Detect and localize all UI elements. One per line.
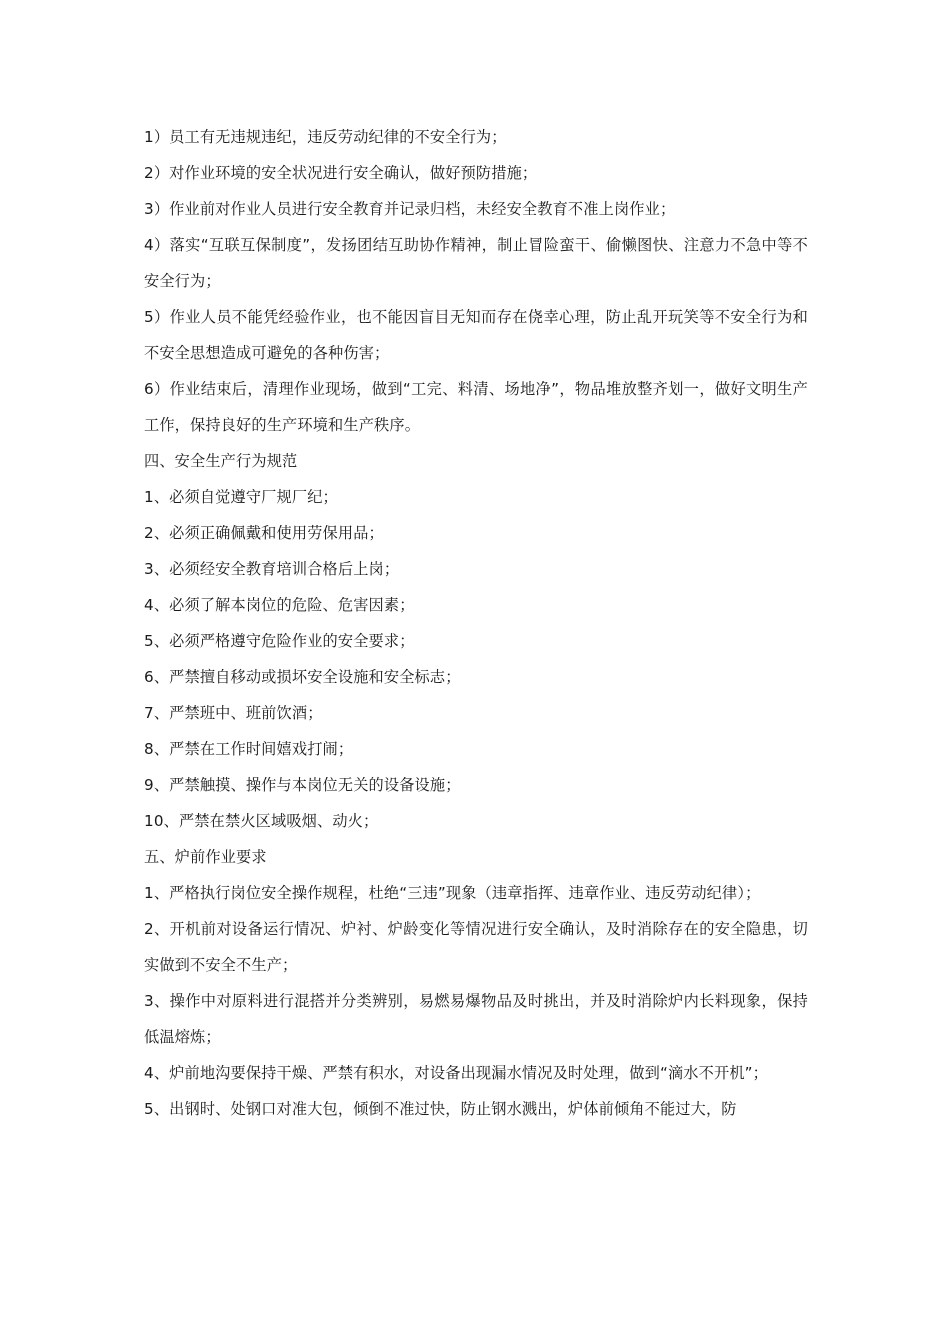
document-body [144, 119, 808, 1127]
paragraph-1-2: 2）对作业环境的安全状况进行安全确认，做好预防措施； [144, 164, 538, 182]
rule-item-8: 8、严禁在工作时间嬉戏打闹； [144, 740, 354, 758]
section-heading-4: 四、安全生产行为规范 [144, 452, 298, 470]
rule-item-1: 1、必须自觉遵守厂规厂纪； [144, 488, 338, 506]
rule-item-9: 9、严禁触摸、操作与本岗位无关的设备设施； [144, 776, 461, 794]
rule-item-10: 10、严禁在禁火区域吸烟、动火； [144, 812, 379, 830]
furnace-item-4: 4、炉前地沟要保持干燥、严禁有积水，对设备出现漏水情况及时处理，做到“滴水不开机”； [144, 1064, 769, 1082]
paragraph-1-3: 3）作业前对作业人员进行安全教育并记录归档，未经安全教育不准上岗作业； [144, 200, 676, 218]
section-heading-5: 五、炉前作业要求 [144, 848, 267, 866]
furnace-item-5: 5、出钢时、处钢口对准大包，倾倒不准过快，防止钢水溅出，炉体前倾角不能过大，防 [144, 1100, 737, 1118]
rule-item-6: 6、严禁擅自移动或损坏安全设施和安全标志； [144, 668, 461, 686]
furnace-item-2: 2、开机前对设备运行情况、炉衬、炉龄变化等情况进行安全确认，及时消除存在的安全隐患，切实做到不安全不生产； [144, 920, 808, 974]
paragraph-1-1: 1）员工有无违规违纪，违反劳动纪律的不安全行为； [144, 128, 507, 146]
rule-item-3: 3、必须经安全教育培训合格后上岗； [144, 560, 400, 578]
rule-item-5: 5、必须严格遵守危险作业的安全要求； [144, 632, 415, 650]
paragraph-1-4: 4）落实“互联互保制度”，发扬团结互助协作精神，制止冒险蛮干、偷懒图快、注意力不急中等不安全行为； [144, 236, 808, 290]
furnace-item-1: 1、严格执行岗位安全操作规程，杜绝“三违”现象（违章指挥、违章作业、违反劳动纪律）； [144, 884, 761, 902]
paragraph-1-6: 6）作业结束后，清理作业现场，做到“工完、料清、场地净”，物品堆放整齐划一，做好文明生产工作，保持良好的生产环境和生产秩序。 [144, 380, 808, 434]
paragraph-1-5: 5）作业人员不能凭经验作业，也不能因盲目无知而存在侥幸心理，防止乱开玩笑等不安全行为和不安全思想造成可避免的各种伤害； [144, 308, 808, 362]
rule-item-4: 4、必须了解本岗位的危险、危害因素； [144, 596, 415, 614]
rule-item-7: 7、严禁班中、班前饮酒； [144, 704, 323, 722]
furnace-item-3: 3、操作中对原料进行混搭并分类辨别，易燃易爆物品及时挑出，并及时消除炉内长料现象，保持低温熔炼； [144, 992, 808, 1046]
rule-item-2: 2、必须正确佩戴和使用劳保用品； [144, 524, 384, 542]
